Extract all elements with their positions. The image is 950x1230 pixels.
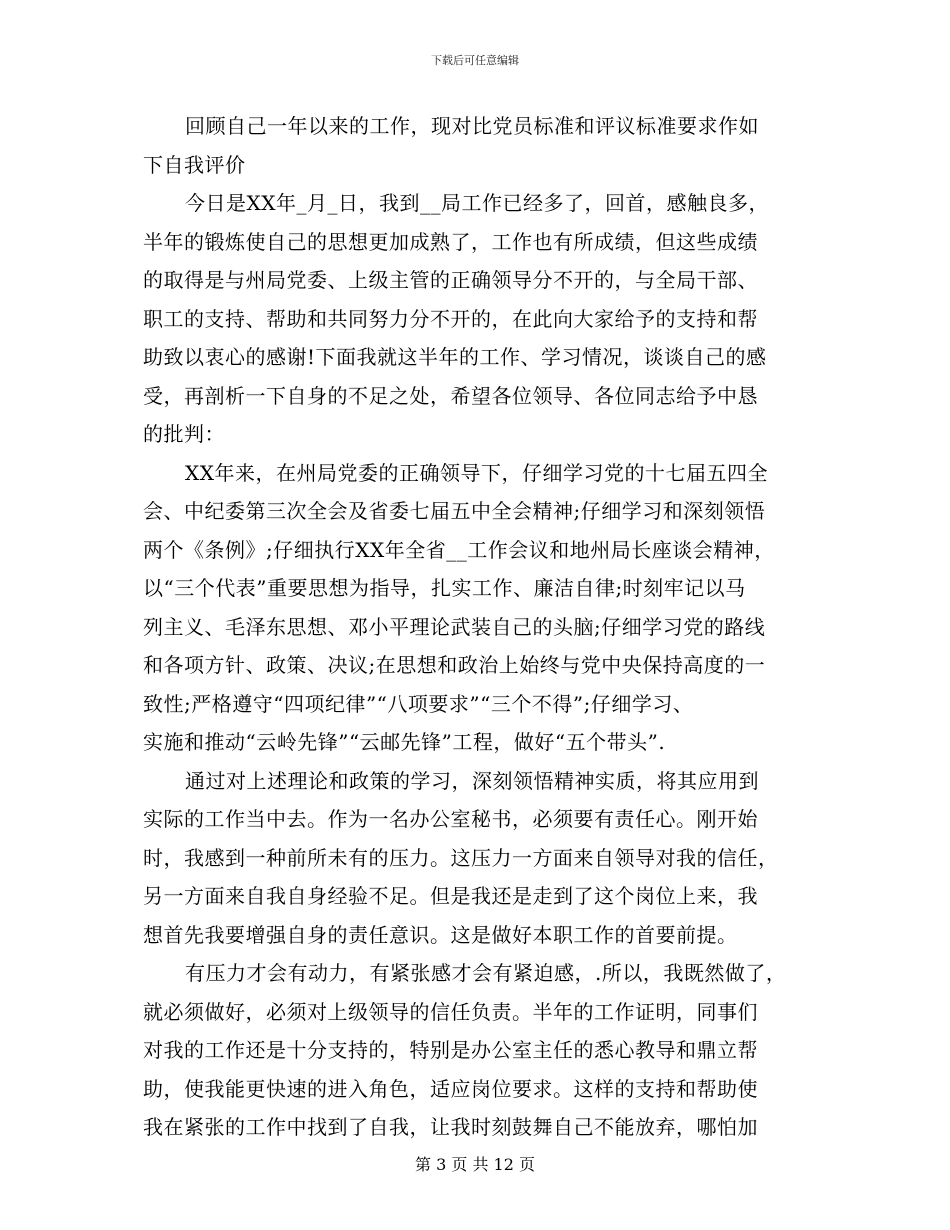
text-line: 下自我评价	[143, 152, 246, 177]
text-line: 有压力才会有动力，有紧张感才会有紧迫感，.所以，我既然做了，	[185, 961, 787, 985]
text-line: XX年来，在州局党委的正确领导下，仔细学习党的十七届五四全	[185, 460, 768, 485]
text-line: 以“三个代表”重要思想为指导，扎实工作、廉洁自律;时刻牢记以马	[143, 576, 746, 600]
text-line: 的取得是与州局党委、上级主管的正确领导分不开的，与全局干部、	[143, 268, 758, 292]
page-footer: 第 3 页 共 12 页	[415, 1155, 535, 1174]
text-line: 时，我感到一种前所未有的压力。这压力一方面来自领导对我的信任，	[143, 845, 779, 870]
text-line: 致性;严格遵守“四项纪律”“八项要求”“三个不得”;仔细学习、	[143, 691, 694, 716]
text-line: 实际的工作当中去。作为一名办公室秘书，必须要有责任心。刚开始	[143, 807, 758, 831]
text-line: 半年的锻炼使自己的思想更加成熟了，工作也有所成绩，但这些成绩	[143, 229, 758, 254]
text-line: 我在紧张的工作中找到了自我，让我时刻鼓舞自己不能放弃，哪怕加	[143, 1115, 758, 1139]
text-line: 回顾自己一年以来的工作，现对比党员标准和评议标准要求作如	[185, 114, 759, 138]
text-line: 对我的工作还是十分支持的，特别是办公室主任的悉心教导和鼎立帮	[143, 1038, 758, 1062]
text-line: 今日是XX年_月_日，我到__局工作已经多了，回首，感触良多，	[185, 191, 769, 215]
text-line: 实施和推动“云岭先锋”“云邮先锋”工程，做好“五个带头”.	[143, 730, 666, 754]
text-line: 助，使我能更快速的进入角色，适应岗位要求。这样的支持和帮助使	[143, 1076, 758, 1101]
text-line: 想首先我要增强自身的责任意识。这是做好本职工作的首要前提。	[143, 922, 738, 947]
document-body	[143, 107, 813, 1147]
page-header: 下载后可任意编辑	[431, 54, 519, 67]
text-line: 和各项方针、政策、决议;在思想和政治上始终与党中央保持高度的一	[143, 653, 766, 677]
text-line: 的批判：	[143, 422, 225, 446]
text-line: 助致以衷心的感谢!下面我就这半年的工作、学习情况，谈谈自己的感	[143, 345, 767, 369]
text-line: 通过对上述理论和政策的学习，深刻领悟精神实质，将其应用到	[185, 768, 759, 793]
text-line: 会、中纪委第三次全会及省委七届五中全会精神;仔细学习和深刻领悟	[143, 499, 766, 523]
text-line: 列主义、毛泽东思想、邓小平理论武装自己的头脑;仔细学习党的路线	[143, 614, 766, 639]
text-line: 职工的支持、帮助和共同努力分不开的，在此向大家给予的支持和帮	[143, 306, 758, 331]
text-line: 两个《条例》;仔细执行XX年全省__工作会议和地州局长座谈会精神，	[143, 537, 775, 562]
text-line: 受，再剖析一下自身的不足之处，希望各位领导、各位同志给予中恳	[143, 383, 758, 408]
text-line: 就必须做好，必须对上级领导的信任负责。半年的工作证明，同事们	[143, 999, 758, 1024]
text-line: 另一方面来自我自身经验不足。但是我还是走到了这个岗位上来，我	[143, 884, 758, 908]
